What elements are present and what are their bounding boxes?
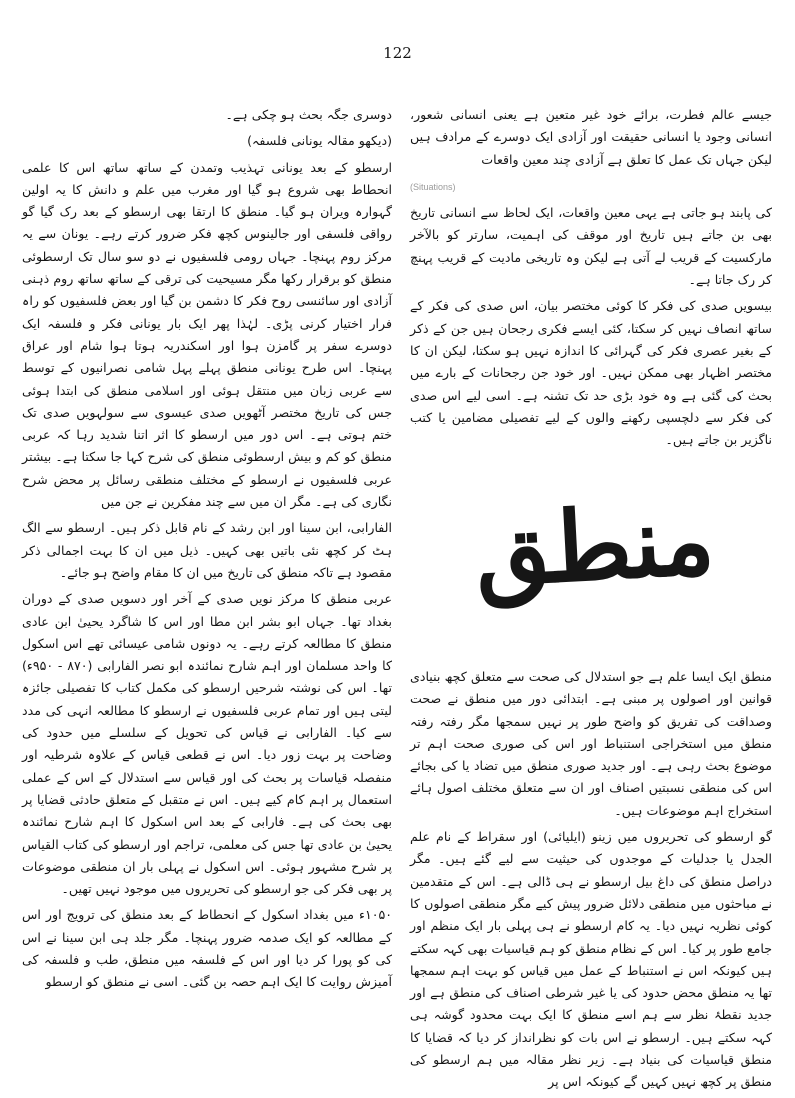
paragraph: ۱۰۵۰ء میں بغداد اسکول کے انحطاط کے بعد منطق کی ترویج اور اس کے مطالعہ کو ایک صدمہ ضرور پہنچا۔ مگر جلد ہی ابن سینا نے اس کی کو پورا کر دیا اور اس کے فلسفہ میں منطق، طب و فلسفہ کی آمیزش روایت کا ایک اہم حصہ بن گئی۔ اسی نے منطق کو ارسطو xyxy=(22,907,392,990)
section-title xyxy=(470,470,720,620)
left-column-text xyxy=(22,104,392,998)
paragraph: کی پابند ہو جاتی ہے یہی معین واقعات، ایک لحاظ سے انسانی تاریخ بھی بن جاتے ہیں تاریخ اور موقف کی اہمیت، سارتر کو بالآخر مارکسیت کے قریب لے آتی ہے لیکن وہ تاریخی مادیت کے قریب پہنچ کر رک جاتا ہے۔ xyxy=(410,205,772,288)
paragraph: الفارابی، ابن سینا اور ابن رشد کے نام قابل ذکر ہیں۔ ارسطو سے الگ ہٹ کر کچھ نئی باتیں بھی کہیں۔ ذیل میں ان کا بہت اجمالی ذکر مقصود ہے تاکہ منطق کی تاریخ میں ان کا مقام واضح ہو جائے۔ xyxy=(22,520,392,580)
paragraph: بیسویں صدی کی فکر کا کوئی مختصر بیان، اس صدی کی فکر کے ساتھ انصاف نہیں کر سکتا، کئی ایسے فکری رجحان ہیں جن کے ذکر کے بغیر عصری فکر کی گہرائی کا اندازہ نہیں ہو سکتا، لیکن ان کا مختصر اظہار بھی ممکن نہیں۔ اور خود جن رجحانات کے بارے میں بحث کی گئی ہے وہ خود بڑی حد تک تشنہ ہے۔ اسی لیے اس صدی کی فکر سے دلچسپی رکھنے والوں کے لیے تفصیلی مضامین یا کتب ناگزیر بن جاتے ہیں۔ xyxy=(410,298,772,448)
section-title-text: منطق xyxy=(472,482,718,608)
right-column-lower-text xyxy=(410,666,772,1098)
paragraph: منطق ایک ایسا علم ہے جو استدلال کی صحت سے متعلق کچھ بنیادی قوانین اور اصولوں پر مبنی ہے۔ ابتدائی دور میں منطق نے صحت وصداقت کی تفریق کو واضح طور پر نہیں سمجھا مگر رفتہ رفتہ منطق میں استخراجی استنباط اور اس کی صوری صحت اہم تر موضوع بحث رہی ہے۔ اور جدید صوری منطق میں تضاد یا کی بجائے اس کی منطقی نسبتیں اصناف اور ان سے متعلق مختلف اصول ہائے استخراج اہم موضوعات ہیں۔ xyxy=(410,669,772,818)
page-number: 122 xyxy=(383,44,412,62)
paragraph: عربی منطق کا مرکز نویں صدی کے آخر اور دسویں صدی کے دوران بغداد تھا۔ جہاں ابو بشر ابن مطا اور اس کا شاگرد یحییٰ ابن عادی منطق کا مطالعہ کرتے رہے۔ یہ دونوں شامی عیسائی تھے اس اسکول کا واحد مسلمان اور اہم شارح نمائندہ ابو نصر الفارابی (۸۷۰ - ۹۵۰ء) تھا۔ اس کی نوشتہ شرحیں ارسطو کی مکمل کتاب کا تفصیلی جائزہ لیتی ہیں اور تمام عربی فلسفیوں نے ارسطو کا مطالعہ انہی کی مدد سے کیا۔ الفارابی نے قیاس کی تحویل کے سلسلے میں حدود کی وضاحت پر بہت زور دیا۔ اس نے قطعی قیاس کے علاوہ شرطیہ اور منفصلہ قیاسات پر بحث کی اور قیاس سے استدلال کے اس کے عملی استعمال پر اہم کام کیے ہیں۔ اس نے متقبل کے متعلق حادثی قضایا پر بھی بحث کی ہے۔ فارابی کے بعد اس اسکول کا اہم شارح نمائندہ یحییٰ بن عادی تھا جس کی معلمی، تراجم اور ارسطو کی کتاب القیاس پر شرح مشہور ہوئی۔ اس اسکول نے پہلی بار ان منطقی موضوعات پر بھی فکر کی جو ارسطو کی تحریروں میں موجود نہیں تھیں۔ xyxy=(22,591,392,897)
situations-note: (Situations) xyxy=(410,181,456,192)
paragraph: جیسے عالم فطرت، برائے خود غیر متعین ہے یعنی انسانی شعور، انسانی وجود یا انسانی حقیقت اور آزادی ایک دوسرے کے مرادف ہیں لیکن جہاں تک عمل کا تعلق ہے آزادی چند معین واقعات xyxy=(410,107,772,167)
paragraph: ارسطو کے بعد یونانی تہذیب وتمدن کے ساتھ ساتھ اس کا علمی انحطاط بھی شروع ہو گیا اور مغرب میں علم و دانش کا یہ اولین گہوارہ ویران ہو گیا۔ منطق کا ارتقا بھی ارسطو کے بعد رک گیا گو رواقی فلسفی اور جالینوس کچھ فکر ضرور کرتے رہے۔ یونان سے یہ مرکز روم پہنچا۔ جہاں رومی فلسفیوں نے دو سو سال تک ارسطوئی منطق کو برقرار رکھا مگر مسیحیت کی ترقی کے ساتھ ساتھ روم ذہنی آزادی اور سائنسی روح فکر کا دشمن بن گیا اور بعض فلسفیوں کو راہ فرار اختیار کرنی پڑی۔ لہٰذا پھر ایک بار یونانی فکر و فلسفہ ایک دوسرے سفر پر گامزن ہوا اور اسکندریہ ہوتا ہوا شام اور عراق پہنچا۔ اس طرح یونانی منطق پہلے پہل شامی نصرانیوں کے توسط سے عربی زبان میں منتقل ہوئی اور اسلامی منطق کی ابتدا ہوئی جس کی تاریخ مختصر آٹھویں صدی عیسوی سے سولہویں صدی تک ختم ہوتی ہے۔ اس دور میں ارسطو کا اثر اتنا شدید رہا کہ عربی منطق کو کم و بیش ارسطوئی منطق کی شرح کہا جا سکتا ہے۔ بیشتر عربی فلسفیوں نے ارسطو کے مختلف منطقی رسائل پر محض شرح نگاری کی ہے۔ مگر ان میں سے چند مفکرین نے جن میں xyxy=(22,159,392,510)
reference-note: (دیکھو مقالہ یونانی فلسفہ) xyxy=(247,133,392,149)
right-column-text xyxy=(410,104,772,455)
paragraph: گو ارسطو کی تحریروں میں زینو (ایلیائی) اور سقراط کے نام علم الجدل یا جدلیات کے موجدوں کی حیثیت سے لیے گئے ہیں۔ مگر دراصل منطق کی داغ بیل ارسطو نے ہی ڈالی ہے۔ اس کے متقدمین نے مباحثوں میں منطقی دلائل ضرور پیش کیے مگر منطقی اصولوں کا کوئی نظریہ نہیں دیا۔ یہ کام ارسطو نے ہی پہلی بار ایک منظم اور جامع طور پر کیا۔ اس کے نظام منطق کو ہم قیاسیات بھی کہہ سکتے ہیں کیونکہ اس نے استنباط کے عمل میں قیاس کو بہت اہم سمجھا تھا یہ منطق محض حدود کی یا غیر شرطی اصناف کی منطق ہے اور جدید نقطۂ نظر سے ہم اسے منطق کا ایک بہت محدود گوشہ ہی کہہ سکتے ہیں۔ ارسطو نے اس بات کو نظرانداز کر دیا کہ قضایا کا منطق قیاسیات کی بنیاد ہے۔ زیر نظر مقالہ میں ہم ارسطو کی منطق پر کچھ نہیں کہیں گے کیونکہ اس پر xyxy=(410,829,772,1090)
paragraph: دوسری جگہ بحث ہو چکی ہے۔ xyxy=(225,107,392,122)
